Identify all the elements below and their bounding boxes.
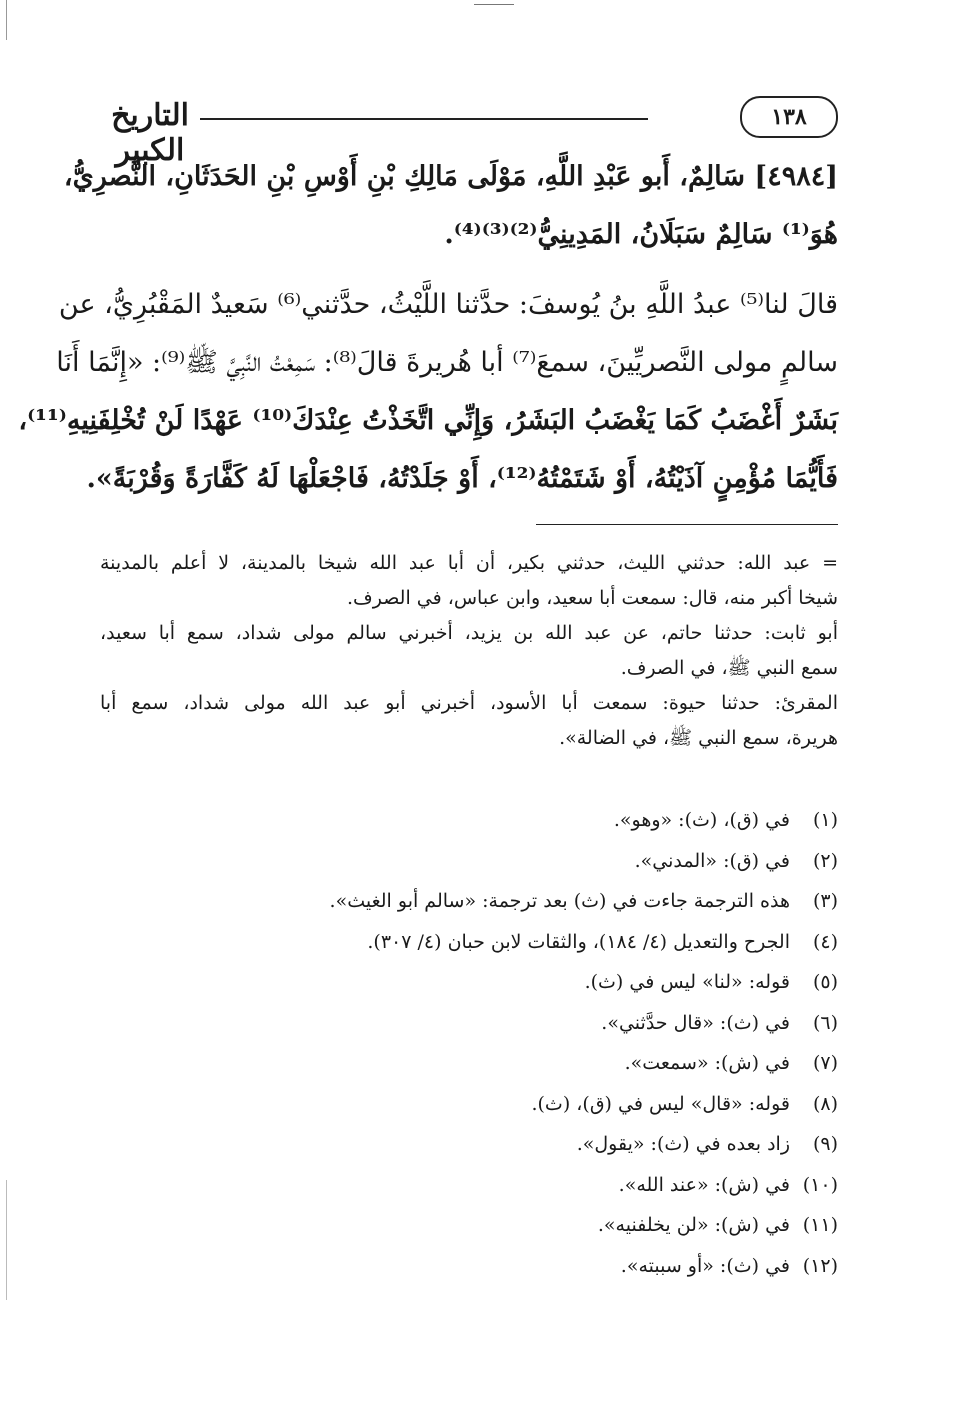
top-edge-mark — [474, 4, 514, 5]
footnote-number: (٩) — [812, 1133, 838, 1155]
footnote-text: في (ش): «سمعت». — [624, 1052, 790, 1074]
footnote-number: (٢) — [812, 849, 838, 872]
book-title: التاريخ الكبير — [111, 98, 189, 168]
footnote-text: الجرح والتعديل (٤/ ١٨٤)، والثقات لابن حبان (٤/ ٣٠٧). — [367, 930, 790, 953]
page-header — [100, 96, 838, 168]
entry-text-line: فَأَيُّمَا مُؤْمِنٍ آذَيْتُهُ، أَوْ شَتَمْتُهُ⁽¹²⁾، أَوْ جَلَدْتُهُ، فَاجْعَلْهَا لَهُ كَفَّارَةً وَقُرْبَةً». — [86, 463, 838, 494]
footnote — [100, 1124, 838, 1165]
footnote-text: قوله: «قال» ليس في (ق)، (ث). — [531, 1092, 790, 1115]
footnote-text: في (ق)، (ث): «وهو». — [613, 809, 790, 831]
footnote-text: هذه الترجمة جاءت في (ث) بعد ترجمة: «سالم أبو الغيث». — [329, 890, 790, 912]
footnote-text: في (ث): «أو سببته». — [620, 1254, 790, 1277]
left-edge-mark-lower — [6, 1180, 7, 1300]
note-line: أبو ثابت: حدثنا حاتم، عن عبد الله بن يزيد، أخبرني سالم مولى شداد، سمع أبا سعيد، — [100, 622, 838, 644]
footnote-number: (٧) — [812, 1052, 838, 1074]
footnote-text: في (ش): «عند الله». — [618, 1173, 790, 1196]
note-line: سمع النبي ﷺ، في الصرف. — [620, 657, 838, 679]
entry-text-line: قالَ لنا⁽⁵⁾ عبدُ اللَّهِ بنُ يُوسفَ: حدَّثنا اللَّيْثُ، حدَّثني⁽⁶⁾ سَعيدٌ المَقْبُرِيُّ، عن — [58, 289, 838, 320]
footnote-text: في (ق): «المدني». — [634, 849, 790, 872]
footnote — [100, 800, 838, 841]
footnote — [100, 1003, 838, 1044]
left-edge-mark — [6, 0, 7, 40]
entry-heading-line: هُوَ⁽¹⁾ سَالِمٌ سَبَلَانُ، المَدِينِيُّ⁽²⁾⁽³⁾⁽⁴⁾. — [444, 219, 838, 250]
footnote-number: (١٠) — [802, 1173, 838, 1196]
footnote-number: (٨) — [812, 1092, 838, 1115]
footnote — [100, 841, 838, 882]
footnote-text: زاد بعده في (ث): «يقول». — [576, 1133, 790, 1155]
entry-text-line: بَشَرٌ أَغْضَبُ كَمَا يَغْضَبُ البَشَرُ، وَإِنِّي اتَّخَذْتُ عِنْدَكَ⁽¹⁰⁾ عَهْدًا لَنْ تُخْلِفَنِيهِ⁽¹¹⁾، — [18, 405, 838, 436]
entry-text-line: سالمٍ مولى النَّصريِّينَ، سمعَ⁽⁷⁾ أبا هُريرةَ قالَ⁽⁸⁾: سَمِعْتُ النَّبِيَّ ﷺ⁽⁹⁾: «إِنَّمَا أَنَا — [56, 347, 838, 378]
footnote — [100, 1043, 838, 1084]
footnote — [100, 922, 838, 963]
entry-body — [18, 148, 838, 508]
footnote — [100, 1084, 838, 1125]
footnote — [100, 1165, 838, 1206]
footnote-text: في (ش): «لن يخلفنيه». — [597, 1214, 790, 1236]
note-line: هريرة، سمع النبي ﷺ، في الضالة». — [559, 727, 838, 749]
note-line: شيخا أكبر منه، قال: سمعت أبا سعيد، وابن عباس، في الصرف. — [346, 587, 838, 609]
footnote-number: (١) — [812, 809, 838, 831]
footnote-number: (١١) — [802, 1214, 838, 1236]
footnote-separator — [536, 524, 838, 525]
footnote — [100, 962, 838, 1003]
continued-note — [100, 546, 838, 756]
footnote-number: (٦) — [812, 1011, 838, 1034]
footnote — [100, 1205, 838, 1246]
footnote-number: (٣) — [812, 890, 838, 912]
note-line: المقرئ: حدثنا حيوة: سمعت أبا الأسود، أخبرني أبو عبد الله مولى شداد، سمع أبا — [100, 692, 838, 714]
footnote-text: في (ث): «قال حدَّثني». — [601, 1011, 790, 1034]
page-number: ١٣٨ — [740, 96, 838, 138]
note-line: = عبد الله: حدثني الليث، حدثني بكير، أن أبا عبد الله شيخا بالمدينة، لا أعلم بالمدينة — [100, 552, 838, 574]
footnote-number: (٥) — [812, 971, 838, 993]
footnote-text: قوله: «لنا» ليس في (ث). — [584, 971, 790, 993]
footnote — [100, 881, 838, 922]
footnote-list — [100, 800, 838, 1286]
footnote-number: (٤) — [812, 930, 838, 953]
footnote-number: (١٢) — [802, 1254, 838, 1277]
entry-heading-line: [٤٩٨٤] سَالِمٌ، أَبو عَبْدِ اللَّهِ، مَوْلَى مَالِكِ بْنِ أَوْسِ بْنِ الحَدَثَانِ، النَّصرِيُّ، — [63, 161, 838, 192]
footnote — [100, 1246, 838, 1287]
header-rule — [200, 118, 648, 120]
